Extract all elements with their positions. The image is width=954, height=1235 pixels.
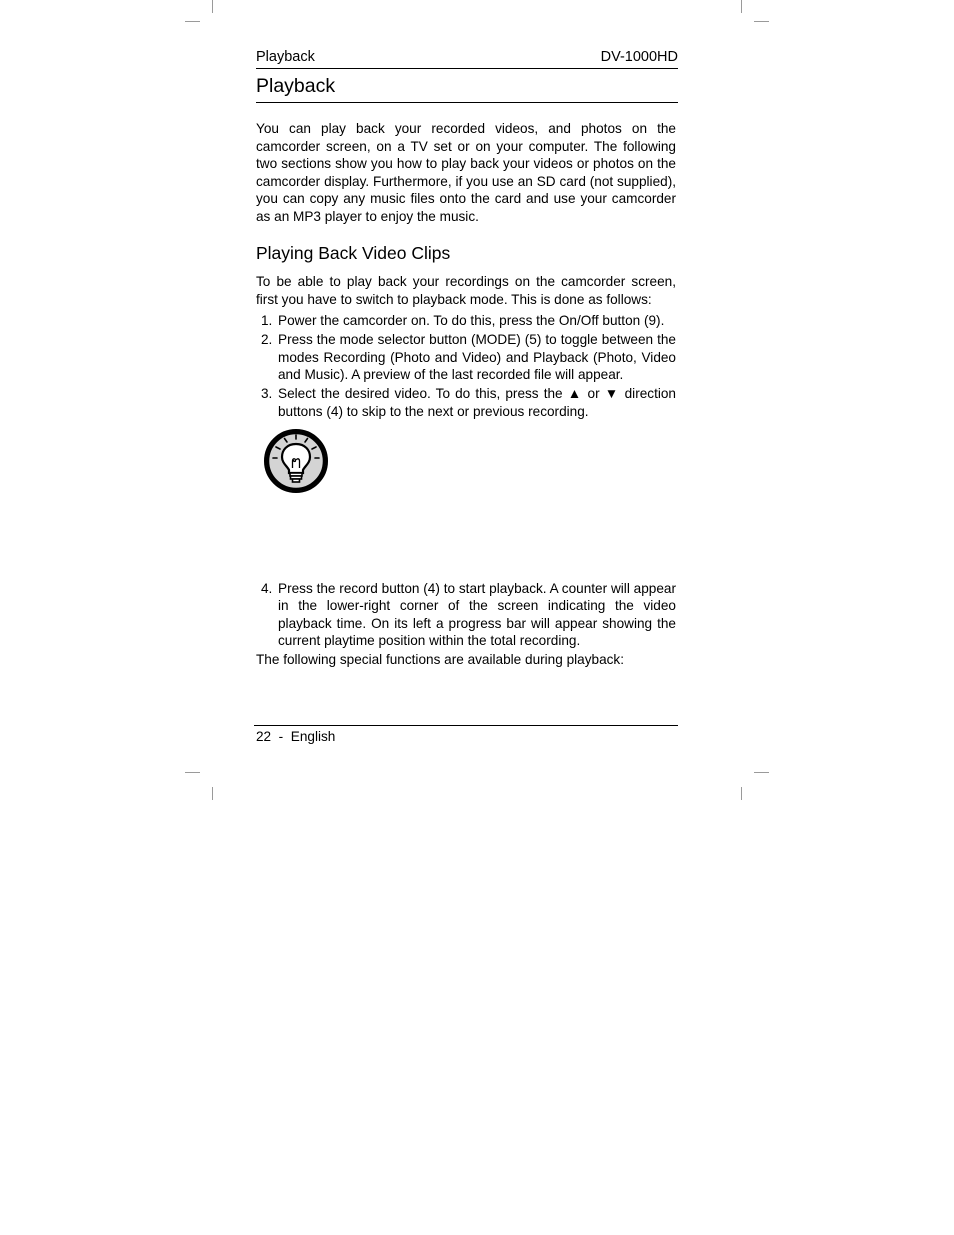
crop-mark bbox=[741, 0, 742, 13]
chapter-title: Playback bbox=[256, 69, 678, 103]
list-item bbox=[256, 312, 676, 330]
page-number-label: 22 - English bbox=[256, 729, 336, 744]
crop-mark bbox=[212, 787, 213, 800]
running-header bbox=[256, 48, 678, 69]
step-number: 1. bbox=[261, 313, 273, 328]
step-text: Power the camcorder on. To do this, press the On/Off button (9). bbox=[278, 313, 665, 328]
header-model: DV-1000HD bbox=[600, 49, 678, 65]
step-number: 4. bbox=[261, 580, 273, 596]
closing-paragraph: The following special functions are available during playback: bbox=[256, 652, 625, 667]
step-number: 3. bbox=[261, 386, 273, 401]
step-text: Select the desired video. To do this, press the ▲ or ▼ direction buttons (4) to skip to the next or previous recording. bbox=[278, 386, 676, 419]
list-item bbox=[256, 385, 676, 420]
crop-mark bbox=[754, 772, 769, 773]
step-number: 2. bbox=[261, 332, 273, 347]
header-section: Playback bbox=[256, 49, 315, 65]
crop-mark bbox=[185, 772, 200, 773]
manual-page bbox=[256, 48, 676, 669]
crop-mark bbox=[185, 21, 200, 22]
list-item bbox=[256, 331, 676, 384]
crop-mark bbox=[741, 787, 742, 800]
lightbulb-icon bbox=[263, 428, 329, 494]
section-lead: To be able to play back your recordings on the camcorder screen, first you have to switch to playback mode. This is done as follows: bbox=[256, 274, 676, 307]
steps-list bbox=[256, 312, 676, 420]
section-title: Playing Back Video Clips bbox=[256, 243, 451, 263]
step-text: Press the record button (4) to start playback. A counter will appear in the lower-right corner of the screen indicating the video playback time. On its left a progress bar will appear showing the current playtime position within the total recording. bbox=[278, 580, 676, 648]
list-item bbox=[256, 580, 676, 650]
crop-mark bbox=[754, 21, 769, 22]
page-footer bbox=[254, 725, 678, 746]
tip-box bbox=[256, 422, 676, 580]
steps-list-continued bbox=[256, 580, 676, 650]
crop-mark bbox=[212, 0, 213, 13]
intro-paragraph: You can play back your recorded videos, and photos on the camcorder screen, on a TV set or on your computer. The following two sections show you how to play back your videos or photos on the camcorder display. Furthermore, if you use an SD card (not supplied), you can copy any music files onto the card and use your camcorder as an MP3 player to enjoy the music. bbox=[256, 121, 676, 224]
step-text: Press the mode selector button (MODE) (5) to toggle between the modes Recording (Photo and Video) and Playback (Photo, Video and Music). A preview of the last recorded file will appear. bbox=[278, 332, 676, 382]
